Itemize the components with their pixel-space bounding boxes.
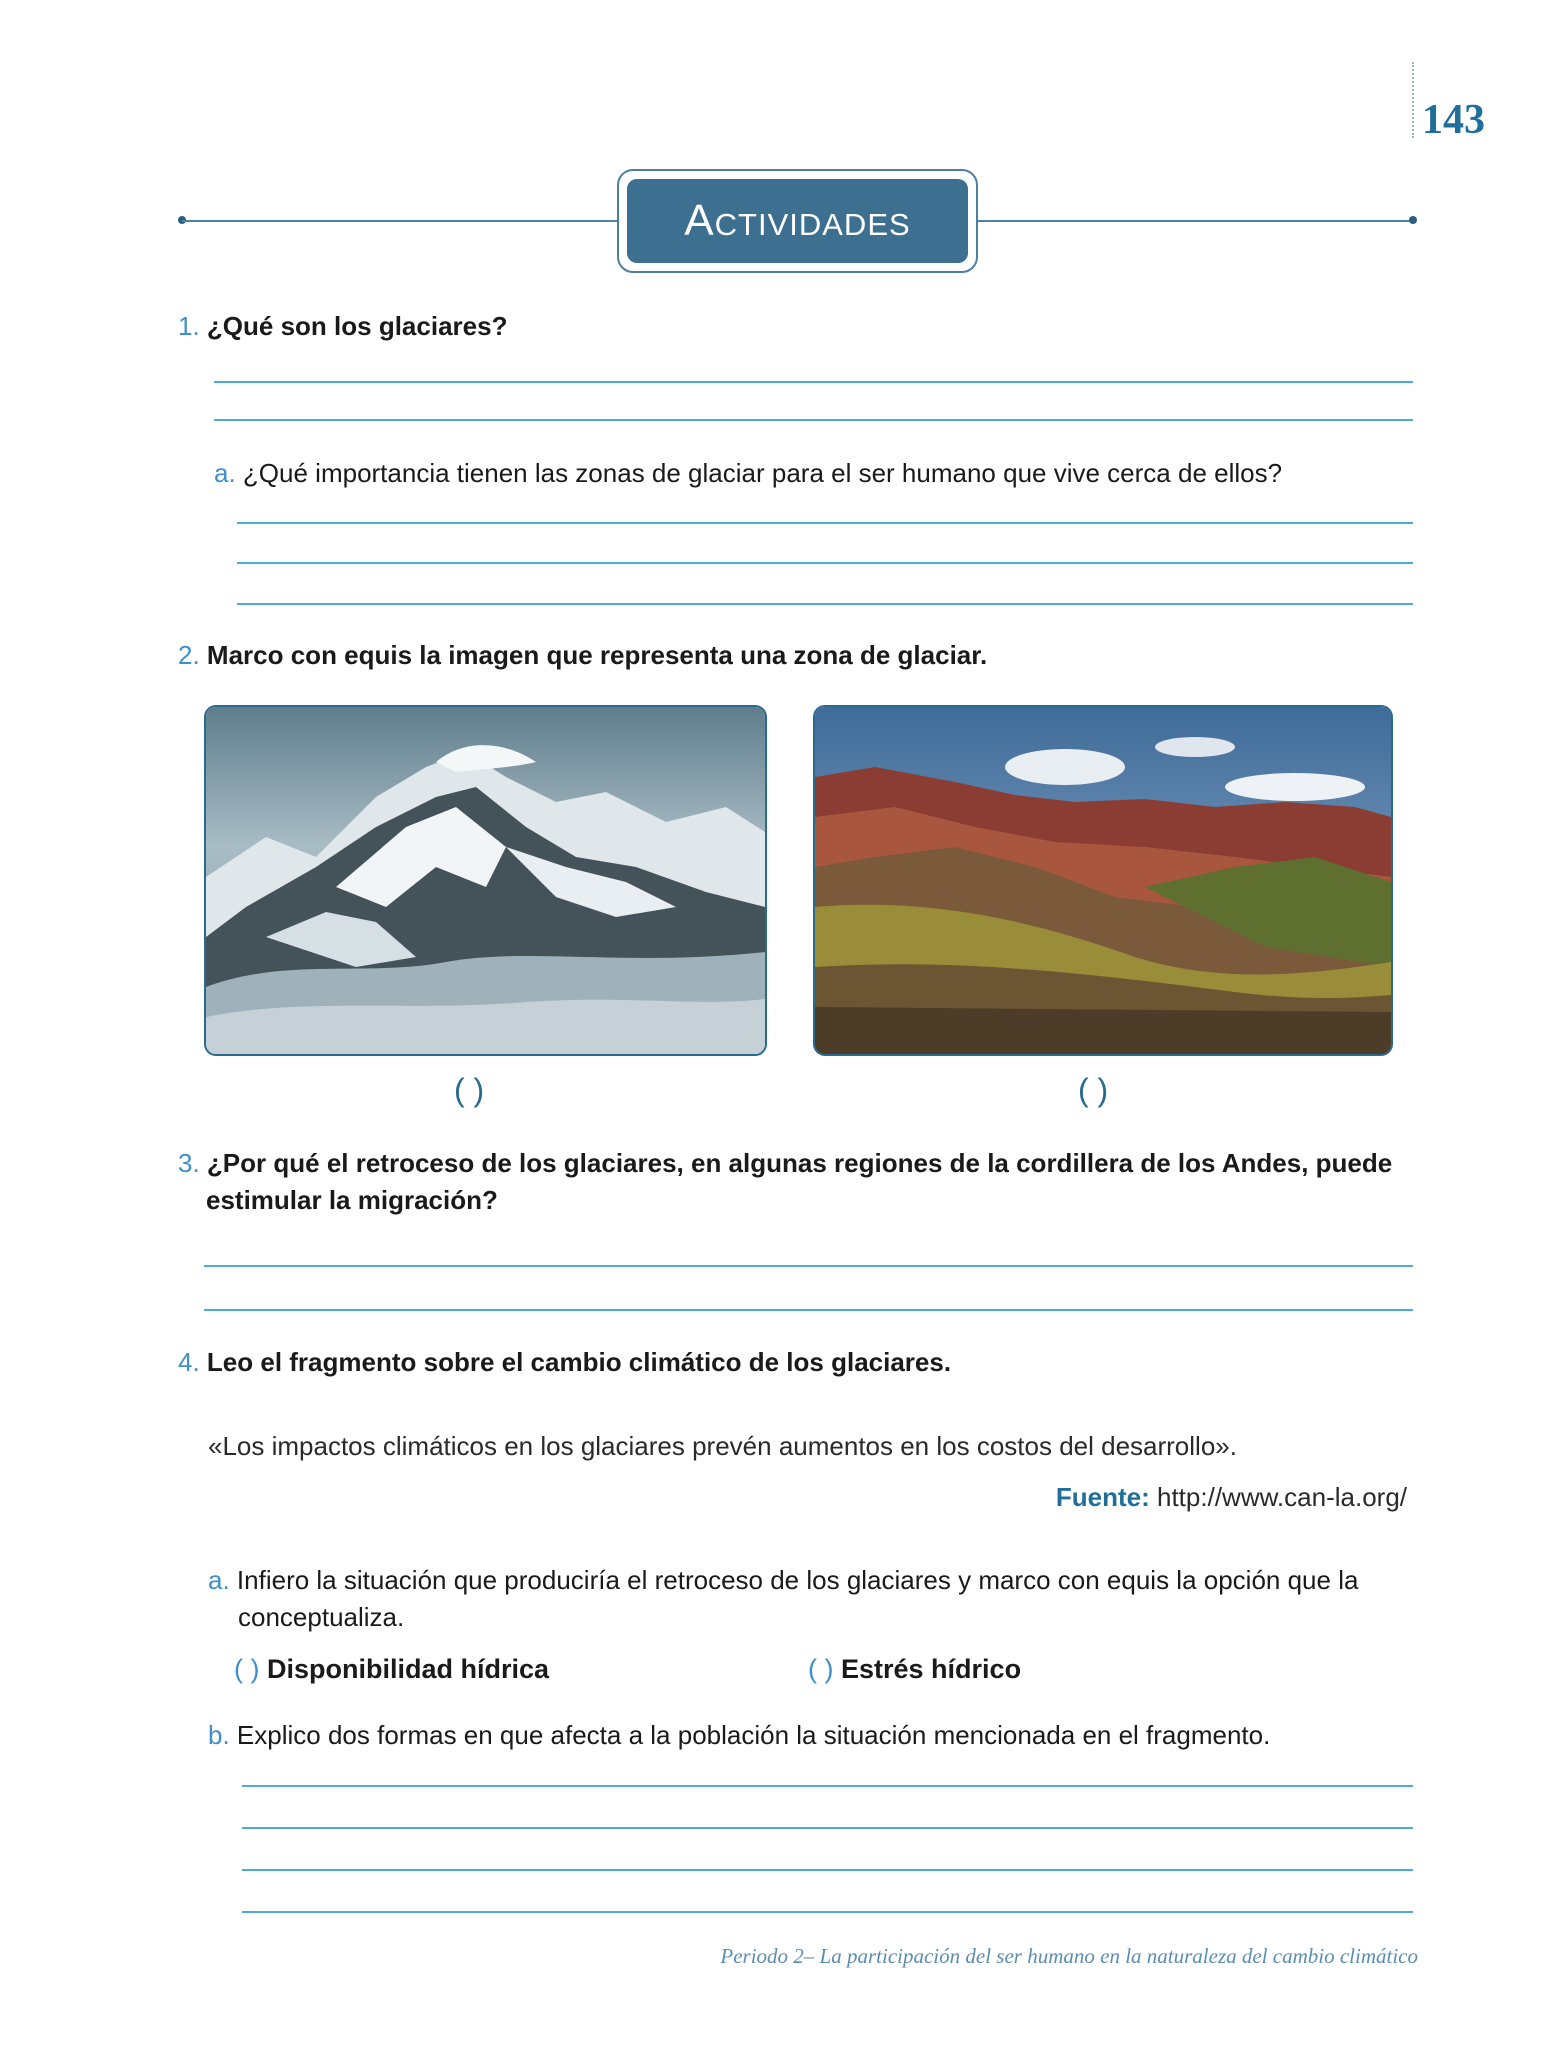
question-1a — [214, 458, 1282, 489]
source — [1056, 1482, 1407, 1513]
answer-line[interactable] — [237, 522, 1413, 524]
option-water-availability — [234, 1654, 549, 1685]
checkbox-glacier[interactable]: ( ) — [454, 1072, 485, 1108]
glacier-mountain-photo — [204, 705, 767, 1056]
header-rule-left — [182, 220, 622, 222]
question-2-text: Marco con equis la imagen que representa una zona de glaciar. — [206, 640, 988, 670]
question-4 — [178, 1347, 951, 1378]
option-water-availability-checkbox[interactable]: ( ) — [234, 1654, 260, 1684]
question-4b-letter: b. — [208, 1720, 230, 1750]
answer-line[interactable] — [214, 381, 1413, 383]
answer-line[interactable] — [204, 1265, 1413, 1267]
header-rule-right — [973, 220, 1413, 222]
checkbox-hills[interactable]: ( ) — [1078, 1072, 1109, 1108]
question-2 — [178, 640, 987, 671]
question-4a — [208, 1565, 1358, 1596]
question-4-number: 4. — [178, 1347, 200, 1377]
colored-hills-photo — [813, 705, 1393, 1056]
answer-line[interactable] — [242, 1869, 1413, 1871]
option-water-availability-label: Disponibilidad hídrica — [267, 1654, 550, 1684]
question-3-text-line2: estimular la migración? — [206, 1185, 498, 1215]
answer-line[interactable] — [242, 1911, 1413, 1913]
question-4a-letter: a. — [208, 1565, 230, 1595]
question-1-number: 1. — [178, 311, 200, 341]
activities-title: Actividades — [627, 179, 968, 263]
quote-text: «Los impactos climáticos en los glaciares prevén aumentos en los costos del desarrollo». — [208, 1431, 1237, 1461]
question-4b — [208, 1720, 1270, 1751]
question-3-text-line1: ¿Por qué el retroceso de los glaciares, en algunas regiones de la cordillera de los Andes, puede — [206, 1148, 1393, 1178]
answer-line[interactable] — [237, 562, 1413, 564]
question-2-number: 2. — [178, 640, 200, 670]
question-1a-text: ¿Qué importancia tienen las zonas de glaciar para el ser humano que vive cerca de ellos? — [242, 458, 1283, 488]
rule-right-dot — [1409, 216, 1417, 224]
footer-period-title: Periodo 2– La participación del ser humano en la naturaleza del cambio climático — [720, 1944, 1418, 1968]
option-water-stress-checkbox[interactable]: ( ) — [808, 1654, 834, 1684]
answer-line[interactable] — [214, 419, 1413, 421]
question-4a-text-line1: Infiero la situación que produciría el retroceso de los glaciares y marco con equis la opción que la — [236, 1565, 1359, 1595]
option-water-stress-label: Estrés hídrico — [841, 1654, 1022, 1684]
answer-line[interactable] — [204, 1309, 1413, 1311]
source-url[interactable]: http://www.can-la.org/ — [1157, 1482, 1407, 1512]
option-water-stress — [808, 1654, 1021, 1685]
question-1a-letter: a. — [214, 458, 236, 488]
question-1-text: ¿Qué son los glaciares? — [206, 311, 508, 341]
page-number-divider — [1412, 62, 1414, 138]
question-4b-text: Explico dos formas en que afecta a la población la situación mencionada en el fragmento. — [236, 1720, 1271, 1750]
source-label: Fuente: — [1055, 1482, 1150, 1512]
question-4-text: Leo el fragmento sobre el cambio climático de los glaciares. — [206, 1347, 952, 1377]
question-1 — [178, 311, 507, 342]
page-number: 143 — [1422, 97, 1485, 143]
hills-image — [815, 707, 1391, 1054]
activities-banner — [617, 169, 978, 273]
glacier-image — [206, 707, 765, 1054]
answer-line[interactable] — [237, 603, 1413, 605]
question-3 — [178, 1148, 1392, 1179]
answer-line[interactable] — [242, 1785, 1413, 1787]
question-3-number: 3. — [178, 1148, 200, 1178]
answer-line[interactable] — [242, 1827, 1413, 1829]
question-4a-text-line2: conceptualiza. — [238, 1602, 405, 1632]
